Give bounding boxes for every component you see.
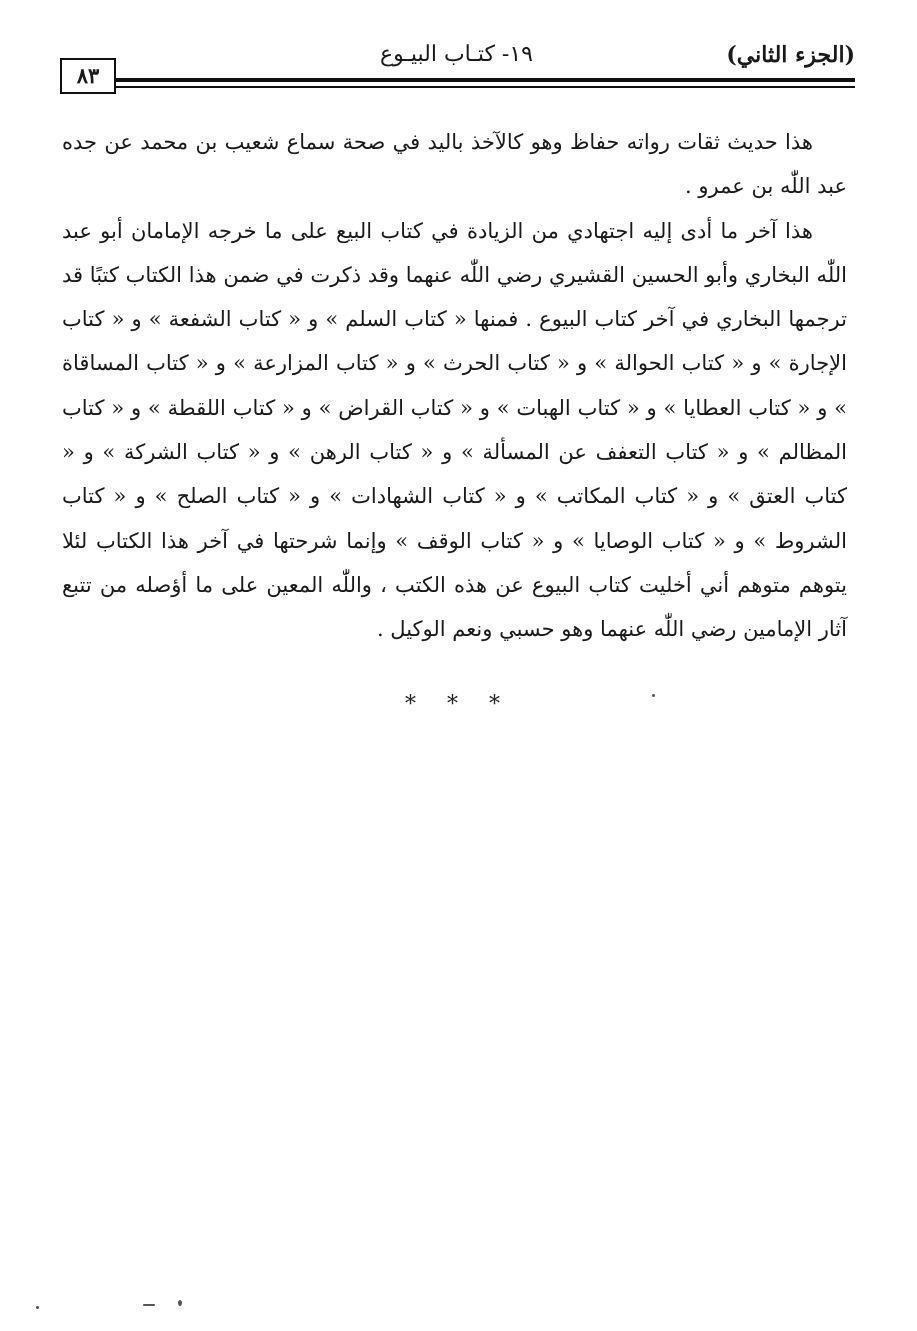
scan-speck: [143, 1304, 155, 1306]
volume-label: (الجزء الثاني): [726, 42, 855, 68]
header-rule-thin: [116, 86, 855, 88]
scan-speck: [652, 694, 655, 697]
paragraph-2: هذا آخر ما أدى إليه اجتهادي من الزيادة في كتاب البيع على ما خرجه الإمامان أبو عبد اللّٰه البخاري وأبو الحسين القشيري رضي اللّٰه عنهما وقد ذكرت في ضمن هذا الكتاب كتبًا قد ترجمها البخاري في آخر كتاب البيوع . فمنها « كتاب السلم » و « كتاب الشفعة » و « كتاب الإجارة » و « كتاب الحوالة » و « كتاب الحرث » و « كتاب المزارعة » و « كتاب المساقاة » و « كتاب العطايا » و « كتاب الهبات » و « كتاب القراض » و « كتاب اللقطة » و « كتاب المظالم » و « كتاب التعفف عن المسألة » و « كتاب الرهن » و « كتاب الشركة » و « كتاب العتق » و « كتاب المكاتب » و « كتاب الشهادات » و « كتاب الصلح » و « كتاب الشروط » و « كتاب الوصايا » و « كتاب الوقف » وإنما شرحتها في آخر هذا الكتاب لئلا يتوهم متوهم أني أخليت كتاب البيوع عن هذه الكتب ، واللّٰه المعين على ما أؤصله من تتبع آثار الإمامين رضي اللّٰه عنهما وهو حسبي ونعم الوكيل .: [62, 218, 847, 642]
header-rule-thick: [116, 78, 855, 82]
body-text: [62, 120, 847, 652]
chapter-title: ١٩- كتـاب البيـوع: [379, 42, 533, 67]
page-number: ٨٣: [60, 58, 116, 94]
section-ornament: * * *: [405, 692, 512, 717]
scan-speck: [36, 1306, 39, 1309]
paragraph-1: هذا حديث ثقات رواته حفاظ وهو كالآخذ باليد في صحة سماع شعيب بن محمد عن جده عبد اللّٰه بن عمرو .: [62, 130, 847, 199]
scan-speck: [178, 1300, 182, 1306]
running-header: [60, 38, 855, 98]
